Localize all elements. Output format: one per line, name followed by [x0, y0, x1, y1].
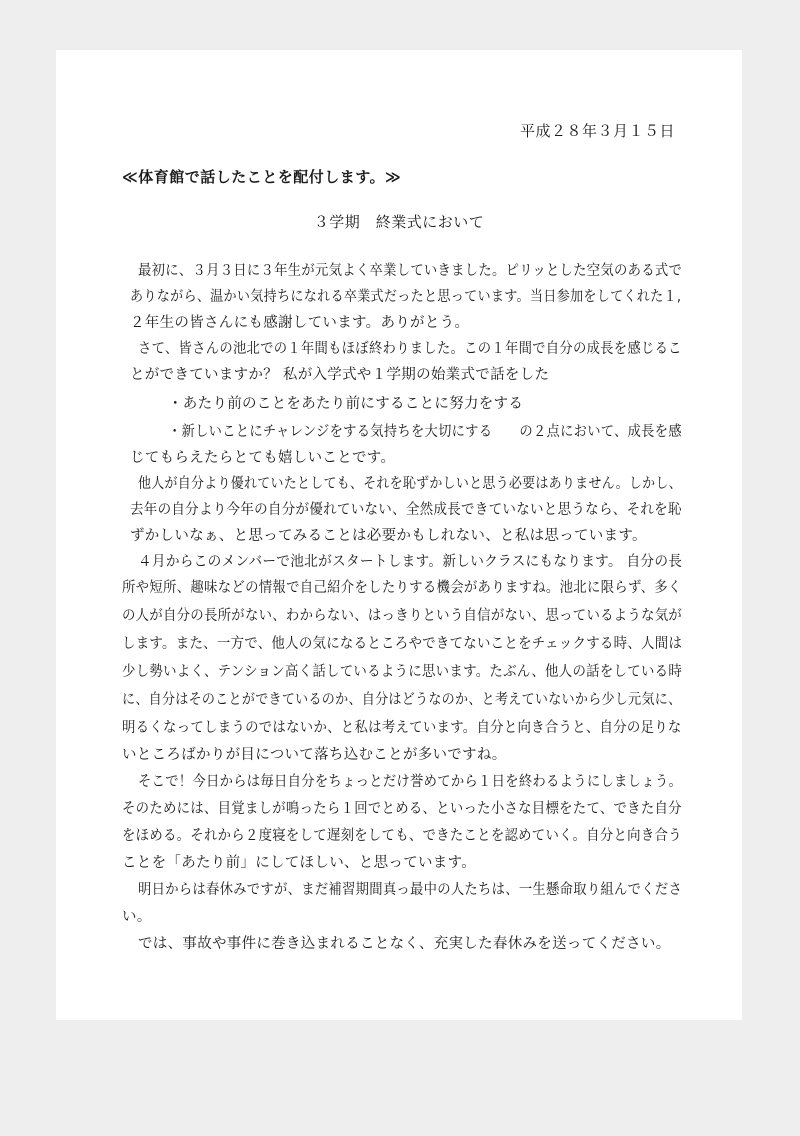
body-line: 去年の自分より今年の自分が優れていない、全然成長できていないと思うなら、それを恥 [130, 502, 682, 518]
body-line: ずかしいなぁ、と思ってみることは必要かもしれない、と私は思っています。 [130, 528, 647, 544]
body-line: そのためには、目覚ましが鳴ったら１回でとめる、といった小さな目標をたて、できた自分 [122, 801, 682, 817]
body-line: い。 [122, 909, 152, 925]
body-line: 少し勢いよく、テンション高く話しているように思います。たぶん、他人の話をしている時 [122, 664, 683, 680]
body-line: 明日からは春休みですが、まだ補習期間真っ最中の人たちは、一生懸命取り組んでくださ [138, 882, 683, 898]
body-line: 他人が自分より優れていたとしても、それを恥ずかしいと思う必要はありません。しかし、 [138, 476, 682, 492]
body-line: 所や短所、趣味などの情報で自己紹介をしたりする機会がありますね。池北に限らず、多く [122, 580, 682, 596]
body-line: そこで！今日からは毎日自分をちょっとだけ誉めてから１日を終わるようにしましょう。 [138, 774, 683, 790]
body-line: ２年生の皆さんにも感謝しています。ありがとう。 [130, 315, 470, 331]
body-line: の人が自分の長所がない、わからない、はっきりという自信がない、思っているような気が [122, 608, 683, 624]
body-line: いところばかりが目について落ち込むことが多いですね。 [122, 747, 507, 763]
body-line: ことを「あたり前」にしてほしい、と思っています。 [122, 855, 477, 871]
body-line: 最初に、３月３日に３年生が元気よく卒業していきました。ピリッとした空気のある式で [138, 263, 683, 279]
distribution-notice: ≪体育館で話したことを配付します。≫ [122, 168, 402, 186]
body-line: さて、皆さんの池北での１年間もほぼ終わりました。この１年間で自分の成長を感じるこ [138, 341, 682, 357]
body-line: します。また、一方で、他人の気になるところやできてないことをチェックする時、人間は [122, 636, 683, 652]
document-date: 平成２８年３月１５日 [519, 122, 675, 140]
document-title: ３学期 終業式において [313, 213, 485, 231]
body-line: 明るくなってしまうのではないか、と私は考えています。自分と向き合うと、自分の足りな [122, 720, 682, 736]
body-line: では、事故や事件に巻き込まれることなく、充実した春休みを送ってください。 [138, 936, 671, 952]
body-line: ４月からこのメンバーで池北がスタートします。新しいクラスにもなります。 自分の長 [138, 554, 683, 570]
body-line: ・新しいことにチャレンジをする気持ちを大切にする の２点において、成長を感 [168, 424, 682, 440]
body-line: ありながら、温かい気持ちになれる卒業式だったと思っています。当日参加をしてくれた１, [130, 289, 682, 305]
body-line: とができていますか？ 私が入学式や１学期の始業式で話をした [130, 367, 550, 383]
body-line: じてもらえたらとても嬉しいことです。 [130, 450, 396, 466]
body-line: に、自分はそのことができているのか、自分はどうなのか、と考えていないから少し元気に、 [122, 692, 682, 708]
body-line: をほめる。それから２度寝をして遅刻をしても、できたことを認めていく。自分と向き合う [122, 828, 682, 844]
document-page [56, 50, 742, 1020]
body-line: ・あたり前のことをあたり前にすることに努力をする [168, 396, 524, 412]
